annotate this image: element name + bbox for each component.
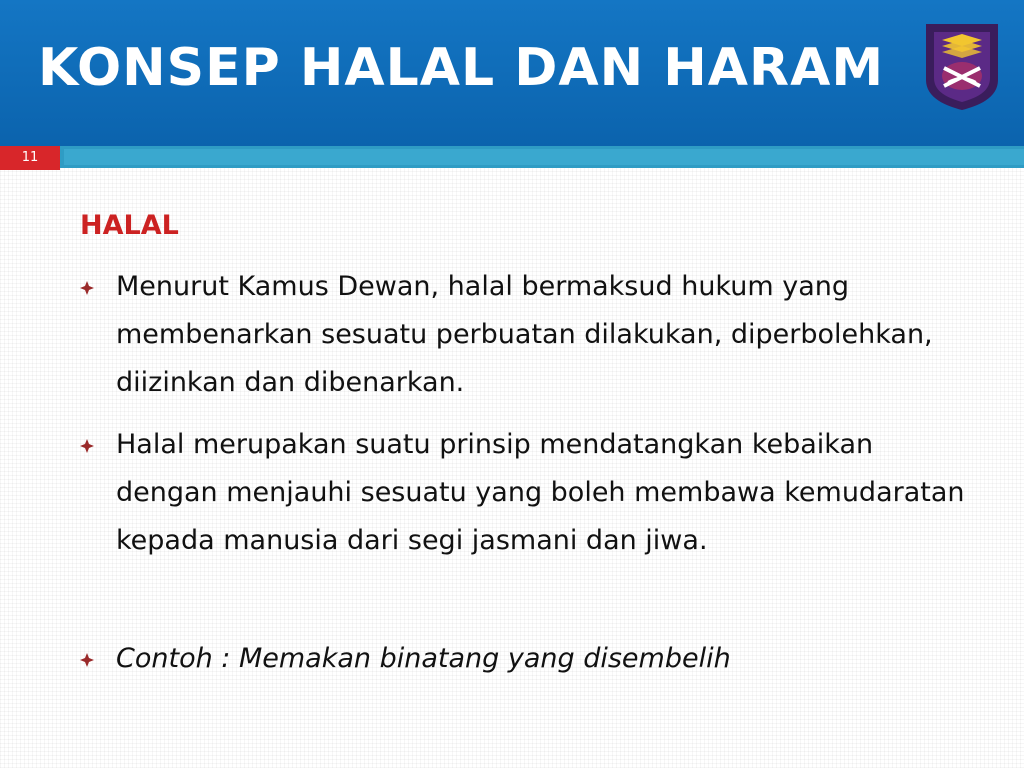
bullet-text: Contoh : Memakan binatang yang disembelih xyxy=(116,643,731,674)
bullet-list xyxy=(80,263,980,683)
slide-header xyxy=(0,0,1024,146)
accent-band-inner xyxy=(64,149,1024,165)
bullet-text: Menurut Kamus Dewan, halal bermaksud hukum yang membenarkan sesuatu perbuatan dilakukan, diperbolehkan, diizinkan dan dibenarkan. xyxy=(116,271,933,398)
diamond-bullet-icon xyxy=(80,653,94,667)
diamond-bullet-icon xyxy=(80,281,94,295)
accent-band xyxy=(0,146,1024,168)
university-crest-icon xyxy=(926,24,998,110)
list-item xyxy=(80,635,980,683)
slide-number: 11 xyxy=(0,146,60,170)
slide-body xyxy=(80,210,980,697)
section-heading: HALAL xyxy=(80,210,179,241)
list-item xyxy=(80,421,980,565)
diamond-bullet-icon xyxy=(80,439,94,453)
slide-title: KONSEP HALAL DAN HARAM xyxy=(38,38,885,98)
bullet-text: Halal merupakan suatu prinsip mendatangkan kebaikan dengan menjauhi sesuatu yang boleh membawa kemudaratan kepada manusia dari segi jasmani dan jiwa. xyxy=(116,429,965,556)
list-item xyxy=(80,263,980,407)
